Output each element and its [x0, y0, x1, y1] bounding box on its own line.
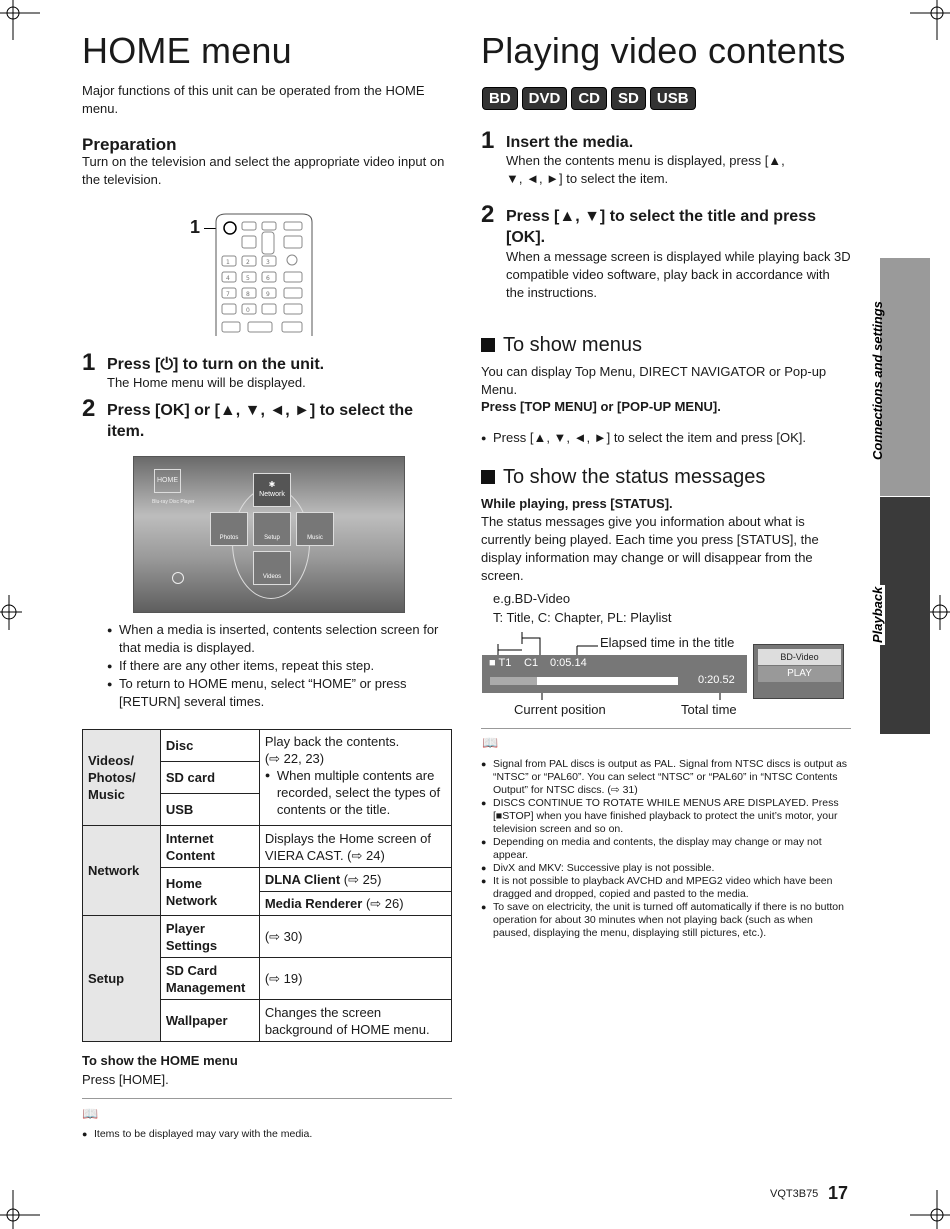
status-heading: [481, 466, 765, 489]
status-box: [753, 644, 844, 699]
network-label: Network: [259, 491, 285, 498]
page-title-home-menu: HOME menu: [82, 30, 292, 71]
left-note: ● Items to be displayed may vary with the media.: [82, 1128, 452, 1141]
menus-heading-text: To show menus: [503, 334, 642, 356]
tab-playback-label: Playback: [870, 586, 885, 643]
svg-text:9: 9: [266, 291, 270, 298]
step-2-number: 2: [82, 395, 96, 422]
r-step-1-number: 1: [481, 127, 495, 154]
row-sd-card-management: SD Card Management: [160, 958, 259, 1000]
example-label: e.g.BD-Video: [493, 591, 571, 606]
svg-text:3: 3: [266, 259, 270, 266]
network-tile: ✱ Network: [253, 473, 291, 507]
legend-label: T: Title, C: Chapter, PL: Playlist: [493, 610, 672, 625]
svg-text:7: 7: [226, 291, 230, 298]
row-player-settings: Player Settings: [160, 916, 259, 958]
bullet-item: ● If there are any other items, repeat this step.: [107, 657, 452, 675]
home-menu-screen: [133, 456, 405, 613]
group-network: Network: [83, 826, 161, 916]
r-step-1-desc: When the contents menu is displayed, press [▲, ▼, ◄, ►] to select the item.: [506, 153, 785, 186]
internet-description: Displays the Home screen of VIERA CAST. (⇨ 24): [259, 826, 451, 868]
menus-text: You can display Top Menu, DIRECT NAVIGATOR or Pop-up Menu.: [481, 364, 827, 397]
r-step-2-desc: When a message screen is displayed while playing back 3D compatible video software, play back in accordance with the instructions.: [506, 249, 851, 300]
brand-label: Blu-ray Disc Player: [152, 499, 195, 505]
status-box-bottom: PLAY: [758, 666, 841, 682]
badge-dvd: DVD: [522, 87, 568, 110]
note-item: ● To save on electricity, the unit is turned off automatically if there is no button operation for about 30 minutes when not playing back (such as when paused, displaying the menu, displaying still pictures, etc.).: [481, 901, 851, 940]
note-item: ● DivX and MKV: Successive play is not possible.: [481, 862, 851, 875]
menus-heading: [481, 334, 642, 357]
dlna-client-cell: [259, 868, 451, 892]
r-step-1-title: Insert the media.: [506, 134, 634, 151]
photos-tile: [210, 512, 248, 546]
remote-callout: 1: [190, 217, 201, 237]
row-internet-content: Internet Content: [160, 826, 259, 868]
badge-usb: USB: [650, 87, 696, 110]
menus-bullet: ● Press [▲, ▼, ◄, ►] to select the item and press [OK].: [481, 429, 851, 447]
svg-text:8: 8: [246, 291, 250, 298]
svg-text:5: 5: [246, 275, 250, 282]
tab-connections-label: Connections and settings: [870, 301, 885, 460]
svg-text:4: 4: [226, 275, 230, 282]
row-wallpaper: Wallpaper: [160, 1000, 259, 1042]
page-number: 17: [828, 1183, 849, 1203]
note-item: ● Signal from PAL discs is output as PAL. Signal from NTSC discs is output as “NTSC” or “PAL60”. You can select “NTSC” or “PAL60” in “NTSC Contents Output” for NTSC discs. (⇨ 31): [481, 758, 851, 797]
home-menu-table: [82, 729, 452, 1042]
show-home-heading: To show the HOME menu: [82, 1053, 238, 1068]
right-notes: [481, 758, 851, 940]
r-step-2-title: Press [▲, ▼] to select the title and press [OK].: [506, 208, 816, 246]
tab-connections-settings[interactable]: [870, 258, 930, 496]
svg-text:0: 0: [246, 307, 250, 314]
row-sdcard: SD card: [160, 762, 259, 794]
badge-cd: CD: [571, 87, 607, 110]
bullet-item: ● When a media is inserted, contents selection screen for that media is displayed.: [107, 621, 452, 657]
status-chapter: C1: [524, 657, 539, 669]
photos-label: Photos: [219, 535, 239, 541]
elapsed-label: Elapsed time in the title: [600, 635, 735, 650]
media-badges: [482, 87, 700, 110]
group-setup: Setup: [83, 916, 161, 1042]
videos-desc-line1: Play back the contents.: [264, 734, 400, 749]
note-book-icon: 📖: [82, 1106, 99, 1121]
media-renderer-ref: (⇨ 26): [362, 896, 404, 911]
step-1-title: Press [⏻] to turn on the unit.: [107, 356, 325, 373]
status-bold: While playing, press [STATUS].: [481, 496, 673, 511]
svg-text:6: 6: [266, 275, 270, 282]
r-step-2-number: 2: [481, 201, 495, 228]
status-bar: [482, 655, 747, 693]
note-item: ● Depending on media and contents, the display may change or may not appear.: [481, 836, 851, 862]
group-videos: Videos/ Photos/ Music: [83, 730, 161, 826]
preparation-text: Turn on the television and select the appropriate video input on the television.: [82, 154, 445, 187]
bullet-item: ● To return to HOME menu, select “HOME” or press [RETURN] several times.: [107, 675, 452, 711]
status-elapsed: 0:05.14: [550, 657, 587, 669]
divider: [82, 1098, 452, 1099]
player-settings-ref: (⇨ 30): [259, 916, 451, 958]
sd-card-management-ref: (⇨ 19): [259, 958, 451, 1000]
remote-illustration: [190, 212, 315, 337]
row-home-network: Home Network: [160, 868, 259, 916]
setup-label: Setup: [264, 535, 280, 541]
setup-tile: [253, 512, 291, 546]
wallpaper-description: Changes the screen background of HOME menu.: [259, 1000, 451, 1042]
current-position-label: Current position: [514, 702, 606, 717]
status-text: The status messages give you information about what is currently being played. Each time you press [STATUS], the display information may change or will disappear from the screen.: [481, 514, 819, 583]
step-2-title: Press [OK] or [▲, ▼, ◄, ►] to select the item.: [107, 402, 414, 440]
media-renderer-label: Media Renderer: [264, 896, 363, 911]
doc-code: VQT3B75: [770, 1188, 819, 1200]
music-tile: [296, 512, 334, 546]
divider: [481, 728, 851, 729]
remote-control-icon: [214, 212, 314, 337]
home-bullets: [107, 621, 452, 711]
videos-description: [259, 730, 451, 826]
step-1-desc: The Home menu will be displayed.: [107, 375, 306, 390]
status-total: 0:20.52: [698, 674, 735, 686]
dlna-client-label: DLNA Client: [264, 872, 341, 887]
total-time-label: Total time: [681, 702, 737, 717]
videos-label: Videos: [262, 574, 282, 580]
status-box-top: BD-Video: [758, 649, 841, 665]
note-book-icon: 📖: [482, 735, 499, 750]
row-disc: Disc: [160, 730, 259, 762]
page-title-playing-video: Playing video contents: [481, 30, 846, 71]
status-heading-text: To show the status messages: [503, 466, 766, 488]
dlna-client-ref: (⇨ 25): [340, 872, 382, 887]
navigation-icon: [172, 572, 184, 584]
tab-playback[interactable]: [870, 497, 930, 734]
show-home-text: Press [HOME].: [82, 1072, 169, 1087]
videos-tile: [253, 551, 291, 585]
videos-desc-bullet: ● When multiple contents are recorded, select the types of contents or the title.: [265, 767, 446, 818]
note-item: ● DISCS CONTINUE TO ROTATE WHILE MENUS ARE DISPLAYED. Press [■STOP] when you have finished playback to protect the unit’s motor, your television screen and so on.: [481, 797, 851, 836]
step-1-number: 1: [82, 349, 96, 376]
status-title: ■ T1: [489, 657, 512, 669]
badge-bd: BD: [482, 87, 518, 110]
badge-sd: SD: [611, 87, 646, 110]
row-usb: USB: [160, 794, 259, 826]
progress-fill: [490, 677, 537, 685]
media-renderer-cell: [259, 892, 451, 916]
preparation-heading: Preparation: [82, 135, 177, 154]
menus-bold: Press [TOP MENU] or [POP-UP MENU].: [481, 399, 721, 414]
progress-track: [490, 677, 678, 685]
home-label: HOME: [154, 469, 181, 493]
note-item: ● It is not possible to playback AVCHD and MPEG2 video which have been dragged and dropped, copied and pasted to the media.: [481, 875, 851, 901]
videos-desc-ref: (⇨ 22, 23): [264, 751, 325, 766]
music-label: Music: [307, 535, 323, 541]
svg-text:2: 2: [246, 259, 250, 266]
svg-text:1: 1: [226, 259, 230, 266]
intro-text: Major functions of this unit can be operated from the HOME menu.: [82, 83, 425, 116]
